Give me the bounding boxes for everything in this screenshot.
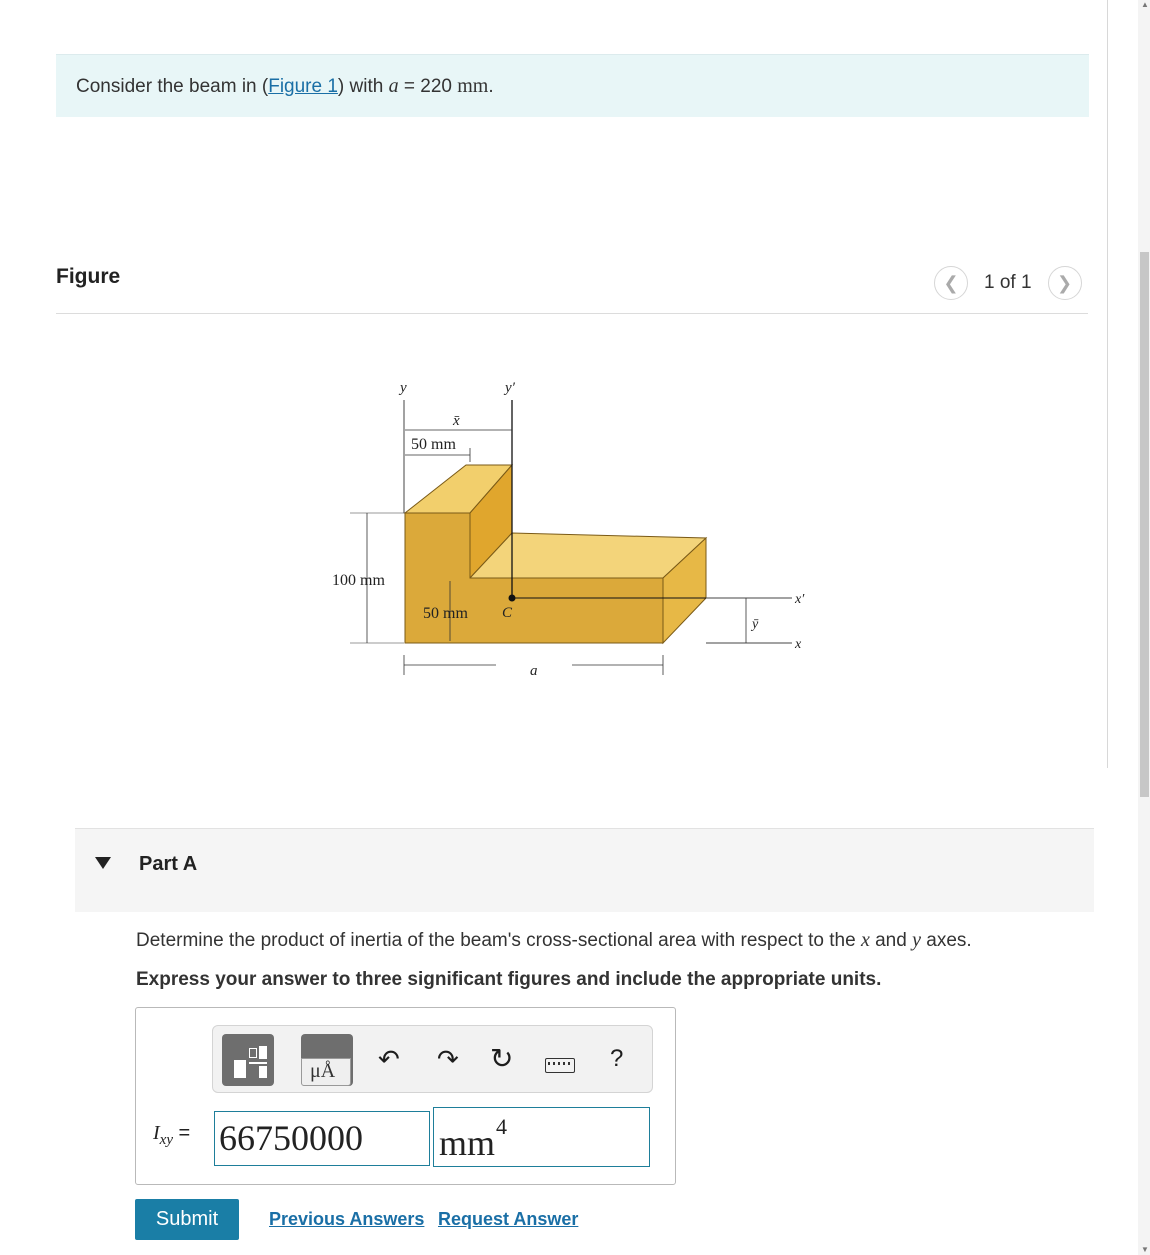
figure-pager — [934, 265, 1082, 301]
reset-icon[interactable]: ↻ — [490, 1043, 514, 1074]
redo-icon[interactable]: ↷ — [437, 1044, 459, 1074]
caret-down-icon[interactable] — [95, 857, 111, 869]
beam-front-face — [405, 513, 663, 643]
label-dim-top: 50 mm — [411, 436, 456, 453]
label-x-bar: x̄ — [453, 413, 460, 429]
figure-page-count: 1 of 1 — [984, 272, 1032, 293]
scroll-down-icon[interactable]: ▼ — [1141, 1245, 1149, 1254]
unit-input[interactable] — [433, 1107, 650, 1167]
figure-title: Figure — [56, 265, 121, 288]
figure-link[interactable]: Figure 1 — [268, 76, 338, 97]
instruction-text: Express your answer to three significant figures and include the appropriate units. — [136, 969, 882, 990]
units-button[interactable] — [301, 1034, 353, 1086]
keyboard-icon[interactable] — [545, 1058, 575, 1073]
label-x: x — [795, 637, 802, 652]
request-answer-link[interactable]: Request Answer — [438, 1209, 579, 1229]
chevron-left-icon[interactable]: ❮ — [934, 266, 968, 300]
label-a: a — [530, 663, 538, 679]
label-y-bar: ȳ — [752, 617, 759, 632]
value-input[interactable]: 66750000 — [214, 1111, 430, 1166]
submit-button[interactable]: Submit — [135, 1199, 239, 1240]
problem-statement: Consider the beam in (Figure 1) with a = 220 mm. — [56, 54, 1089, 117]
scrollbar-thumb[interactable] — [1140, 252, 1149, 797]
label-dim-inner: 50 mm — [423, 605, 468, 622]
math-toolbar — [212, 1025, 653, 1093]
answer-box — [135, 1007, 676, 1185]
templates-icon[interactable] — [222, 1034, 274, 1086]
undo-icon[interactable]: ↶ — [378, 1044, 400, 1074]
label-y: y — [400, 380, 407, 396]
chevron-right-icon[interactable]: ❯ — [1048, 266, 1082, 300]
label-y-prime: y′ — [505, 380, 515, 396]
figure-divider — [56, 313, 1088, 314]
scroll-up-icon[interactable]: ▲ — [1141, 0, 1149, 9]
question-text: Determine the product of inertia of the beam's cross-sectional area with respect to the x and y axes. — [136, 929, 972, 951]
label-dim-left: 100 mm — [332, 572, 385, 589]
beam-figure — [320, 370, 840, 690]
unit-exponent: 4 — [496, 1114, 507, 1139]
units-label: μÅ — [310, 1060, 336, 1082]
help-icon[interactable]: ? — [610, 1045, 624, 1072]
unit-base: mm — [439, 1123, 496, 1163]
label-centroid: C — [502, 605, 513, 621]
label-x-prime: x′ — [795, 592, 805, 607]
field-label: $I_{xy}$ = — [153, 1122, 191, 1148]
part-a-header[interactable] — [75, 828, 1094, 912]
part-a-label: Part A — [139, 853, 198, 875]
panel-divider — [1107, 0, 1108, 768]
previous-answers-link[interactable]: Previous Answers — [269, 1209, 425, 1229]
